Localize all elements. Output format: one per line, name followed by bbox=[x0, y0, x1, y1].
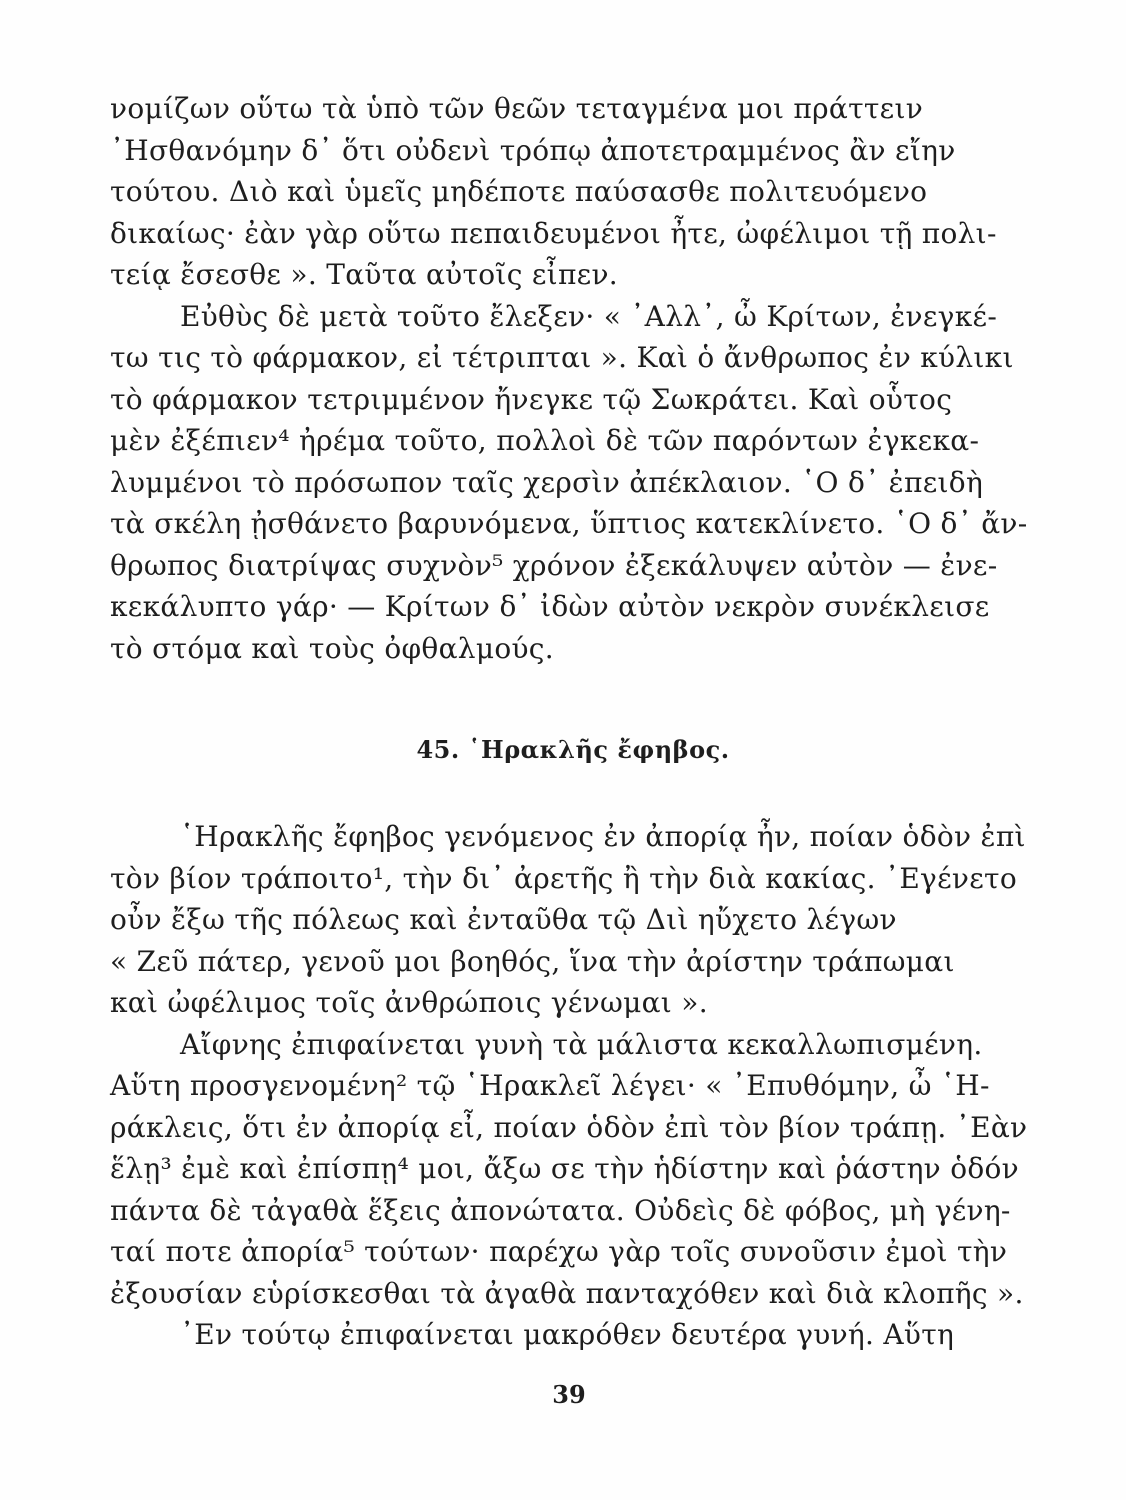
text-line: ράκλεις, ὅτι ἐν ἀπορίᾳ εἶ, ποίαν ὁδὸν ἐπὶ τὸν βίον τράπῃ. ᾿Εὰν bbox=[110, 1110, 1028, 1144]
text-line: τὰ σκέλη ᾐσθάνετο βαρυνόμενα, ὕπτιος κατεκλίνετο. ῾Ο δ᾿ ἄν- bbox=[110, 507, 1028, 540]
text-line: τείᾳ ἔσεσθε ». Ταῦτα αὐτοῖς εἶπεν. bbox=[110, 258, 618, 291]
text-block-bottom bbox=[110, 816, 1126, 1356]
text-line: ταί ποτε ἀπορία⁵ τούτων· παρέχω γὰρ τοῖς συνοῦσιν ἐμοὶ τὴν bbox=[110, 1235, 1008, 1268]
text-line: νομίζων οὕτω τὰ ὑπὸ τῶν θεῶν τεταγμένα μοι πράττειν bbox=[110, 92, 924, 125]
text-line: τὸν βίον τράποιτο¹, τὴν δι᾿ ἀρετῆς ἢ τὴν διὰ κακίας. ᾿Εγένετο bbox=[110, 861, 1017, 895]
text-block-top bbox=[110, 88, 1126, 669]
text-line: Αὕτη προσγενομένη² τῷ ῾Ηρακλεῖ λέγει· « ᾿Επυθόμην, ὦ ῾Η- bbox=[110, 1069, 990, 1102]
text-line: πάντα δὲ τἀγαθὰ ἕξεις ἀπονώτατα. Οὐδεὶς δὲ φόβος, μὴ γένη- bbox=[110, 1193, 1011, 1227]
text-line: καὶ ὠφέλιμος τοῖς ἀνθρώποις γένωμαι ». bbox=[110, 986, 708, 1019]
text-line: « Ζεῦ πάτερ, γενοῦ μοι βοηθός, ἵνα τὴν ἀρίστην τράπωμαι bbox=[110, 944, 955, 978]
text-line: τὸ στόμα καὶ τοὺς ὀφθαλμούς. bbox=[110, 631, 554, 665]
text-line: ᾿Ησθανόμην δ᾿ ὅτι οὐδενὶ τρόπῳ ἀποτετραμμένος ἂν εἴην bbox=[110, 133, 956, 167]
text-line: τω τις τὸ φάρμακον, εἰ τέτριπται ». Καὶ ὁ ἄνθρωπος ἐν κύλικι bbox=[110, 341, 1014, 374]
text-line: ᾿Εν τούτῳ ἐπιφαίνεται μακρόθεν δευτέρα γυνή. Αὕτη bbox=[180, 1318, 955, 1351]
text-line: λυμμένοι τὸ πρόσωπον ταῖς χερσὶν ἀπέκλαιον. ῾Ο δ᾿ ἐπειδὴ bbox=[110, 465, 984, 499]
text-line: τὸ φάρμακον τετριμμένον ἤνεγκε τῷ Σωκράτει. Καὶ οὗτος bbox=[110, 382, 953, 416]
text-line: θρωπος διατρίψας συχνὸν⁵ χρόνον ἐξεκάλυψεν αὐτὸν — ἐνε- bbox=[110, 548, 998, 582]
text-line: οὖν ἔξω τῆς πόλεως καὶ ἐνταῦθα τῷ Διὶ ηὔχετο λέγων bbox=[110, 903, 897, 936]
text-line: δικαίως· ἐὰν γὰρ οὕτω πεπαιδευμένοι ἦτε, ὠφέλιμοι τῇ πολι- bbox=[110, 216, 997, 250]
text-line: ἕλῃ³ ἐμὲ καὶ ἐπίσπῃ⁴ μοι, ἄξω σε τὴν ἡδίστην καὶ ῥάστην ὁδόν bbox=[110, 1152, 1019, 1185]
text-line: Εὐθὺς δὲ μετὰ τοῦτο ἔλεξεν· « ᾿Αλλ᾿, ὦ Κρίτων, ἐνεγκέ- bbox=[180, 299, 998, 333]
text-line: ἐξουσίαν εὑρίσκεσθαι τὰ ἀγαθὰ πανταχόθεν καὶ διὰ κλοπῆς ». bbox=[110, 1276, 1024, 1310]
text-line: Αἴφνης ἐπιφαίνεται γυνὴ τὰ μάλιστα κεκαλλωπισμένη. bbox=[180, 1027, 983, 1061]
text-line: μὲν ἐξέπιεν⁴ ἠρέμα τοῦτο, πολλοὶ δὲ τῶν παρόντων ἐγκεκα- bbox=[110, 424, 980, 457]
page-number: 39 bbox=[552, 1380, 586, 1409]
text-line: τούτου. Διὸ καὶ ὑμεῖς μηδέποτε παύσασθε πολιτευόμενο bbox=[110, 175, 928, 208]
text-line: κεκάλυπτο γάρ· — Κρίτων δ᾿ ἰδὼν αὐτὸν νεκρὸν συνέκλεισε bbox=[110, 590, 990, 623]
section-heading: 45. ῾Ηρακλῆς ἔφηβος. bbox=[416, 735, 730, 764]
text-line: ῾Ηρακλῆς ἔφηβος γενόμενος ἐν ἀπορίᾳ ἦν, ποίαν ὁδὸν ἐπὶ bbox=[180, 820, 1026, 853]
